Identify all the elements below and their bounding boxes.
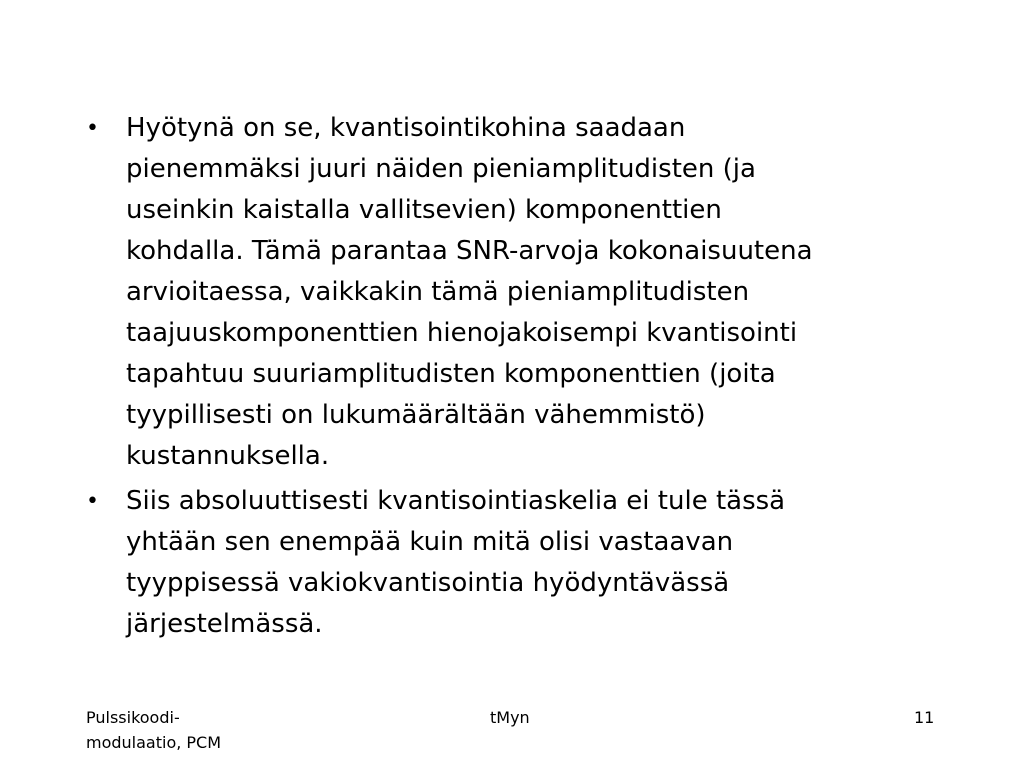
bullet-item-1	[86, 108, 936, 477]
footer-course-line-1: Pulssikoodi-	[86, 708, 180, 727]
bullet-2-line-1: Siis absoluuttisesti kvantisointiaskelia ei tule tässä	[126, 486, 786, 516]
bullet-1-line-1: Hyötynä on se, kvantisointikohina saadaan	[126, 113, 686, 143]
bullet-1-line-3: useinkin kaistalla vallitsevien) komponenttien	[126, 195, 722, 225]
bullet-1-line-6: taajuuskomponenttien hienojakoisempi kvantisointi	[126, 318, 798, 348]
bullet-1-line-7: tapahtuu suuriamplitudisten komponenttien (joita	[126, 359, 776, 389]
page-number: 11	[914, 708, 935, 727]
bullet-2-line-2: yhtään sen enempää kuin mitä olisi vastaavan	[126, 527, 734, 557]
bullet-1-line-2: pienemmäksi juuri näiden pieniamplitudisten (ja	[126, 154, 756, 184]
bullet-1-line-5: arvioitaessa, vaikkakin tämä pieniamplitudisten	[126, 277, 750, 307]
footer-course-line-2: modulaatio, PCM	[86, 733, 222, 752]
bullet-item-2	[86, 481, 936, 645]
bullet-1-line-4: kohdalla. Tämä parantaa SNR-arvoja kokonaisuutena	[126, 236, 813, 266]
footer-course-title	[86, 705, 221, 755]
bullet-marker: •	[86, 116, 99, 141]
bullet-2-line-4: järjestelmässä.	[126, 609, 323, 639]
bullet-1-line-9: kustannuksella.	[126, 441, 330, 471]
slide-body	[86, 108, 936, 646]
bullet-2-line-3: tyyppisessä vakiokvantisointia hyödyntävässä	[126, 568, 730, 598]
footer-author: tMyn	[490, 708, 530, 727]
bullet-1-line-8: tyypillisesti on lukumäärältään vähemmistö)	[126, 400, 706, 430]
bullet-marker: •	[86, 489, 99, 514]
